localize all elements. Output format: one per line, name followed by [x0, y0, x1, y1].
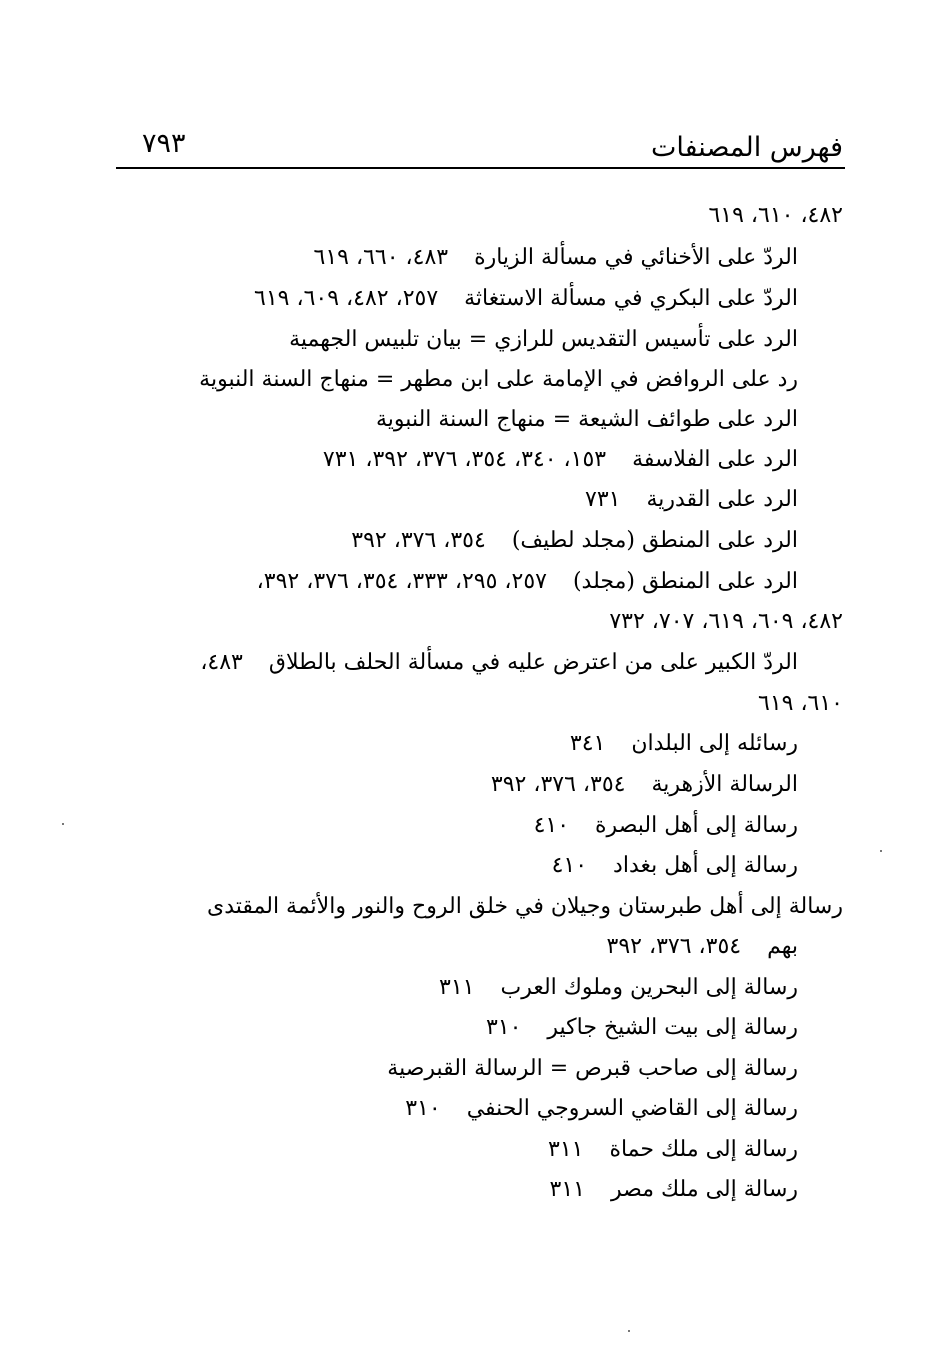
entry-title: الردّ على البكري في مسألة الاستغاثة — [464, 286, 798, 311]
entry-title: الردّ الكبير على من اعترض عليه في مسألة الحلف بالطلاق — [268, 650, 798, 675]
entry-title: رسالة إلى أهل طبرستان وجيلان في خلق الروح والنور والأئمة المقتدى — [206, 894, 843, 919]
entry-pages: ٣٥٤، ٣٧٦، ٣٩٢ — [351, 528, 486, 553]
entry-title: ٤٨٢، ٦٠٩، ٦١٩، ٧٠٧، ٧٣٢ — [609, 609, 843, 634]
index-entry — [548, 1135, 798, 1165]
index-entry — [570, 729, 798, 759]
entry-pages: ٣٥٤، ٣٧٦، ٣٩٢ — [490, 772, 626, 797]
entry-title: رسائله إلى البلدان — [631, 731, 798, 756]
entry-pages: ٤١٠ — [551, 853, 588, 878]
index-entry — [534, 811, 798, 841]
index-entry — [257, 567, 798, 597]
entry-title: رسالة إلى أهل البصرة — [595, 813, 798, 838]
entry-title: ٦١٠، ٦١٩ — [758, 691, 843, 716]
entry-pages: ٢٥٧، ٤٨٢، ٦٠٩، ٦١٩ — [254, 286, 439, 311]
index-entry — [314, 243, 798, 273]
index-entry — [254, 284, 798, 314]
index-entry — [550, 1175, 798, 1205]
entry-pages: ٢٥٧، ٢٩٥، ٣٣٣، ٣٥٤، ٣٧٦، ٣٩٢، — [256, 569, 547, 594]
entry-title: الرد على تأسيس التقديس للرازي = بيان تلبيس الجهمية — [289, 327, 798, 352]
entry-title: الرد على المنطق (مجلد لطيف) — [511, 528, 798, 553]
entry-title: ٤٨٢، ٦١٠، ٦١٩ — [708, 203, 843, 228]
scan-speck — [628, 1330, 630, 1332]
index-entry — [376, 405, 798, 435]
entry-title: رسالة إلى بيت الشيخ جاكير — [547, 1015, 798, 1040]
entry-pages: ٣١١ — [439, 975, 475, 1000]
entry-title: رسالة إلى القاضي السروجي الحنفي — [466, 1096, 798, 1121]
entry-pages: ٤٨٣، ٦٦٠، ٦١٩ — [313, 245, 449, 270]
index-entry — [585, 485, 798, 515]
entry-title: رسالة إلى صاحب قبرص = الرسالة القبرصية — [387, 1056, 798, 1081]
entry-pages: ٣٤١ — [569, 731, 606, 756]
entry-title: الرد على طوائف الشيعة = منهاج السنة النبوية — [376, 407, 798, 432]
entry-title: الرد على القدرية — [646, 487, 798, 512]
index-entry — [552, 851, 798, 881]
entry-pages: ٣١٠ — [405, 1096, 441, 1121]
entry-title: الرد على الفلاسفة — [632, 447, 798, 472]
entry-title: الرد على المنطق (مجلد) — [572, 569, 798, 594]
entry-title: رسالة إلى ملك حماة — [609, 1137, 798, 1162]
header-rule — [116, 167, 845, 169]
entry-title: الردّ على الأخنائي في مسألة الزيارة — [474, 245, 798, 270]
entry-pages: ٧٣١ — [585, 487, 621, 512]
index-entry-continuation — [609, 607, 843, 637]
index-entry — [323, 445, 798, 475]
index-entry — [207, 892, 843, 922]
index-entry-continuation — [607, 932, 798, 962]
entry-pages: ٣١١ — [549, 1177, 585, 1202]
entry-pages: ٤٨٣، — [200, 650, 243, 675]
entry-title: رد على الروافض في الإمامة على ابن مطهر = منهاج السنة النبوية — [199, 367, 798, 392]
index-entry — [486, 1013, 798, 1043]
scan-speck — [880, 850, 882, 852]
entry-title: بهم — [767, 934, 798, 959]
entry-title: رسالة إلى البحرين وملوك العرب — [500, 975, 798, 1000]
page-number: ٧٩٣ — [142, 128, 186, 159]
index-entry — [351, 526, 798, 556]
running-header-title: فهرس المصنفات — [651, 132, 843, 163]
index-entry-continuation — [758, 689, 843, 719]
index-entry — [387, 1054, 798, 1084]
index-entry — [491, 770, 798, 800]
index-entry-continuation — [708, 201, 843, 231]
entry-pages: ٣٥٤، ٣٧٦، ٣٩٢ — [606, 934, 742, 959]
index-entry — [289, 325, 798, 355]
entry-title: الرسالة الأزهرية — [651, 772, 798, 797]
scan-speck — [62, 823, 64, 825]
entry-title: رسالة إلى أهل بغداد — [613, 853, 798, 878]
index-entry — [439, 973, 798, 1003]
index-entry — [199, 365, 798, 395]
entry-pages: ٤١٠ — [533, 813, 570, 838]
entry-pages: ٣١٠ — [485, 1015, 522, 1040]
entry-pages: ٣١١ — [548, 1137, 584, 1162]
index-entry — [200, 648, 798, 678]
entry-pages: ١٥٣، ٣٤٠، ٣٥٤، ٣٧٦، ٣٩٢، ٧٣١ — [322, 447, 607, 472]
entry-title: رسالة إلى ملك مصر — [611, 1177, 798, 1202]
index-entry — [405, 1094, 798, 1124]
